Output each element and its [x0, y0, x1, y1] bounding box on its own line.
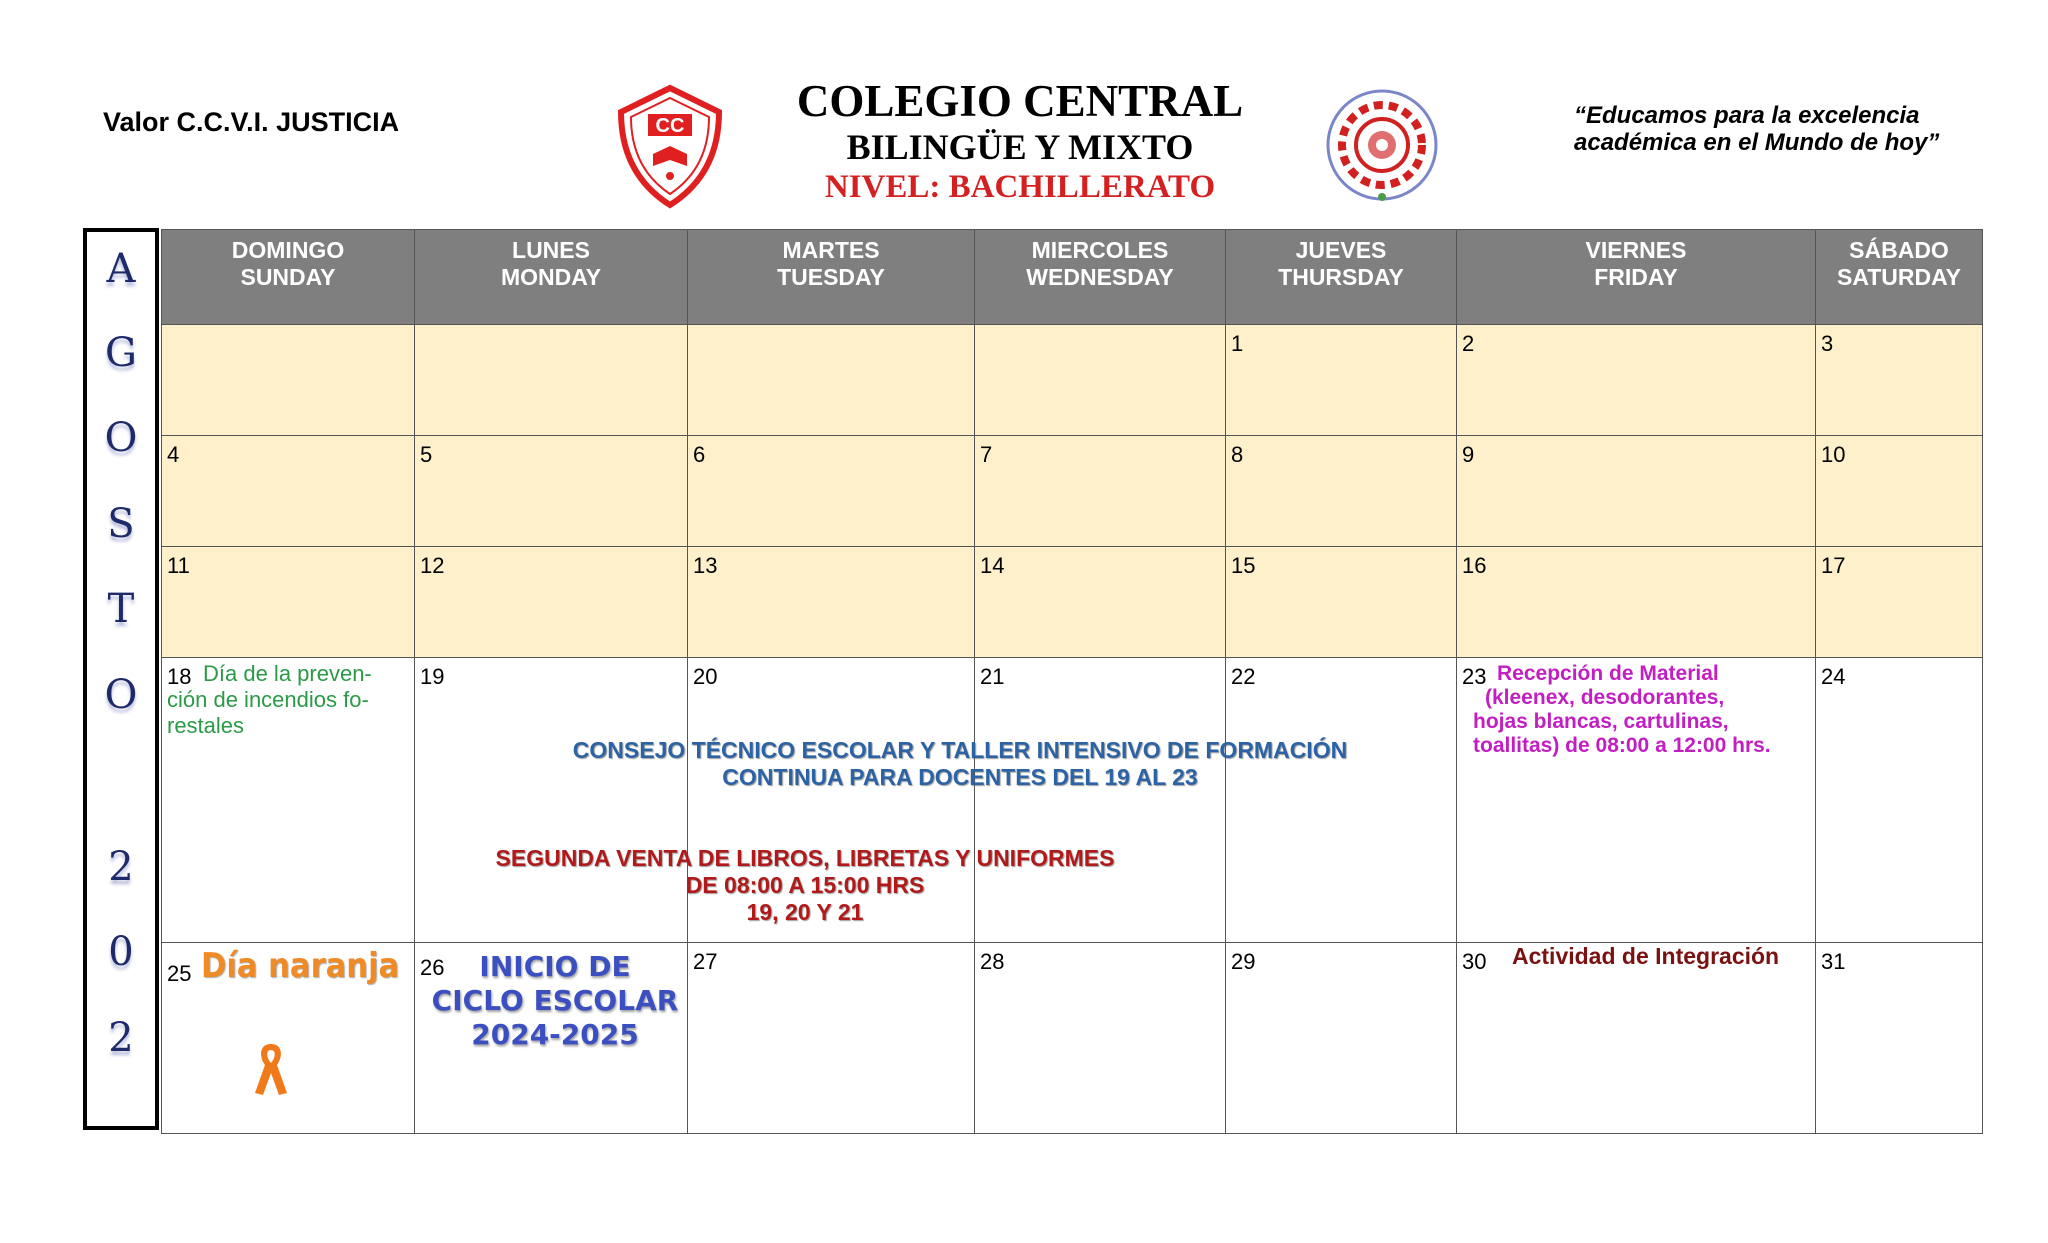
event-inicio-ciclo: [430, 950, 680, 1052]
day-cell: [1226, 943, 1457, 1134]
day-cell: [975, 943, 1226, 1134]
gear-emblem-logo: [1320, 85, 1445, 205]
week-row: [162, 436, 1983, 547]
month-vertical-label: [83, 228, 159, 1130]
day-number: 21: [980, 664, 1005, 689]
event-line: hojas blancas, cartulinas,: [1473, 710, 1729, 733]
day-cell: [975, 436, 1226, 547]
weekday-header-row: [162, 230, 1983, 325]
day-cell: [688, 325, 975, 436]
day-number: 31: [1821, 949, 1846, 974]
event-line: Día de la preven-: [203, 661, 372, 686]
event-dia-naranja: Día naranja: [201, 946, 400, 986]
school-title: [760, 76, 1280, 206]
weekday-header: SÁBADO SATURDAY: [1816, 230, 1983, 325]
day-number: 3: [1821, 331, 1834, 356]
day-number: 1: [1231, 331, 1244, 356]
event-line: CICLO ESCOLAR: [431, 984, 679, 1017]
month-letter: O: [104, 415, 138, 461]
month-letter: O: [104, 672, 138, 718]
day-number: 11: [167, 553, 190, 578]
day-number: 25: [167, 961, 192, 986]
day-cell: [415, 325, 688, 436]
day-cell: [415, 547, 688, 658]
day-number: 29: [1231, 949, 1256, 974]
month-letter: S: [107, 501, 135, 547]
month-letter: T: [107, 586, 135, 632]
day-number: 26: [420, 955, 445, 980]
day-cell: [1816, 547, 1983, 658]
title-level: NIVEL: BACHILLERATO: [824, 169, 1216, 205]
year-digit: 0: [108, 929, 134, 975]
day-number: 15: [1231, 553, 1256, 578]
event-line: 2024-2025: [471, 1018, 639, 1051]
day-number: 2: [1462, 331, 1475, 356]
weekday-header: MIERCOLES WEDNESDAY: [975, 230, 1226, 325]
day-cell: [162, 547, 415, 658]
day-number: 27: [693, 949, 718, 974]
day-number: 20: [693, 664, 718, 689]
day-number: 16: [1462, 553, 1487, 578]
day-number: 18: [167, 664, 192, 689]
event-line: 19, 20 Y 21: [746, 899, 864, 925]
month-letter: A: [106, 246, 136, 292]
day-cell: [688, 547, 975, 658]
day-number: 23: [1462, 664, 1487, 689]
day-cell: [1457, 943, 1816, 1134]
day-cell: [1226, 658, 1457, 943]
weekday-header: MARTES TUESDAY: [688, 230, 975, 325]
day-cell: [1226, 325, 1457, 436]
day-number: 4: [167, 442, 180, 467]
school-motto: [1574, 102, 1939, 156]
year-digit: 2: [108, 1015, 134, 1061]
day-cell: [688, 436, 975, 547]
day-cell: [1816, 436, 1983, 547]
weekday-header: VIERNES FRIDAY: [1457, 230, 1816, 325]
event-line: SEGUNDA VENTA DE LIBROS, LIBRETAS Y UNIFORMES: [495, 845, 1115, 871]
weekday-header: DOMINGO SUNDAY: [162, 230, 415, 325]
event-line: CONTINUA PARA DOCENTES DEL 19 AL 23: [722, 764, 1198, 790]
year-digit: 2: [108, 844, 134, 890]
day-number: 19: [420, 664, 445, 689]
day-number: 10: [1821, 442, 1846, 467]
event-segunda-venta: [450, 845, 1160, 926]
svg-text:CC: CC: [655, 115, 685, 137]
title-line-1: COLEGIO CENTRAL: [796, 76, 1244, 126]
day-number: 5: [420, 442, 433, 467]
event-actividad-integracion: Actividad de Integración: [1512, 943, 1780, 969]
day-cell: [415, 436, 688, 547]
orange-ribbon-icon: [253, 1041, 289, 1097]
month-letter: G: [105, 330, 137, 376]
day-number: 7: [980, 442, 993, 467]
event-line: DE 08:00 A 15:00 HRS: [685, 872, 925, 898]
day-number: 24: [1821, 664, 1846, 689]
day-cell: [1457, 325, 1816, 436]
event-line: Recepción de Material: [1497, 662, 1719, 685]
event-line: (kleenex, desodorantes,: [1485, 686, 1725, 709]
event-line: CONSEJO TÉCNICO ESCOLAR Y TALLER INTENSIVO DE FORMACIÓN: [572, 737, 1348, 763]
day-number: 6: [693, 442, 706, 467]
weekday-header: JUEVES THURSDAY: [1226, 230, 1457, 325]
event-consejo-tecnico: [520, 737, 1400, 791]
motto-line-2: académica en el Mundo de hoy”: [1574, 129, 1940, 156]
day-cell: [1816, 325, 1983, 436]
day-cell: [1226, 547, 1457, 658]
event-line: ción de incendios fo-: [167, 687, 369, 712]
day-number: 13: [693, 553, 718, 578]
event-incendios: [167, 661, 407, 739]
day-number: 12: [420, 553, 445, 578]
week-row: [162, 547, 1983, 658]
event-recepcion-material: [1473, 662, 1813, 758]
week-row: [162, 325, 1983, 436]
event-line: restales: [167, 713, 245, 738]
day-cell: [162, 436, 415, 547]
day-number: 28: [980, 949, 1005, 974]
day-cell: [1816, 943, 1983, 1134]
title-line-2: BILINGÜE Y MIXTO: [846, 127, 1194, 167]
day-number: 17: [1821, 553, 1846, 578]
day-number: 22: [1231, 664, 1256, 689]
day-number: 9: [1462, 442, 1475, 467]
day-cell: [1816, 658, 1983, 943]
day-number: 8: [1231, 442, 1244, 467]
day-number: 14: [980, 553, 1005, 578]
day-cell: [688, 943, 975, 1134]
day-cell: [1457, 436, 1816, 547]
event-line: toallitas) de 08:00 a 12:00 hrs.: [1473, 734, 1771, 757]
valor-label: Valor C.C.V.I. JUSTICIA: [103, 107, 400, 137]
day-cell: [1226, 436, 1457, 547]
day-cell: [975, 325, 1226, 436]
day-cell: [1457, 547, 1816, 658]
day-cell: [975, 547, 1226, 658]
day-number: 30: [1462, 949, 1487, 974]
day-cell: [162, 325, 415, 436]
weekday-header: LUNES MONDAY: [415, 230, 688, 325]
motto-line-1: “Educamos para la excelencia: [1574, 102, 1920, 129]
event-line: INICIO DE: [479, 950, 631, 983]
school-shield-logo: [615, 84, 725, 209]
